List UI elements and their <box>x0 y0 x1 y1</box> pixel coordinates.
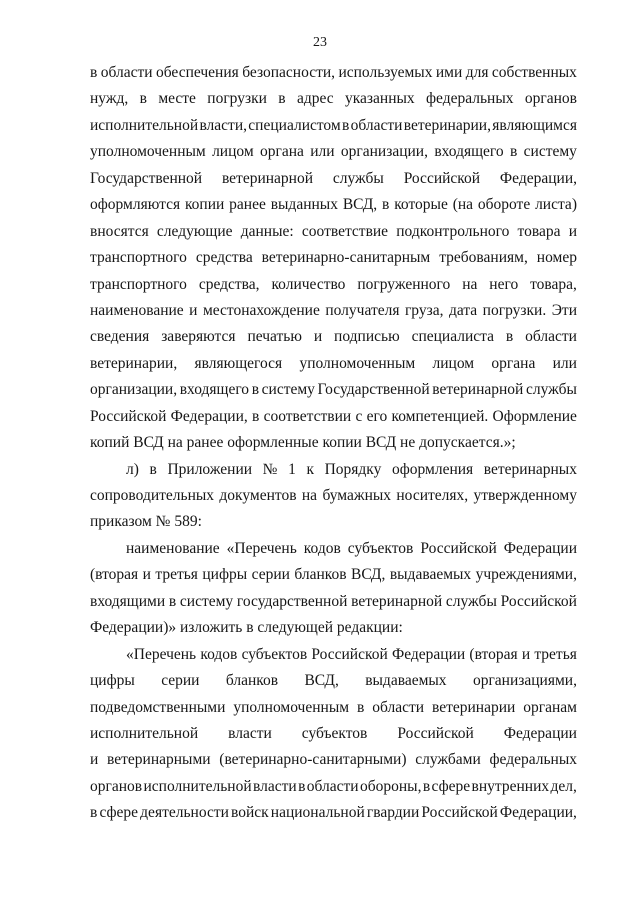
word: серии <box>161 672 200 690</box>
word: службы <box>525 381 577 399</box>
word: входящего <box>434 143 504 161</box>
word: дата <box>448 301 478 319</box>
word: или <box>552 354 577 372</box>
word: обеспечения <box>156 64 239 81</box>
word: выданных <box>270 196 338 214</box>
word: № <box>262 460 278 478</box>
word: являющегося <box>194 354 283 372</box>
word: Государственной <box>90 169 203 187</box>
word: в <box>252 407 260 425</box>
word: входящего <box>179 381 250 399</box>
text-line <box>90 695 577 721</box>
word: и <box>189 301 198 319</box>
word: ВСД, <box>342 196 378 214</box>
word: в <box>422 777 431 795</box>
word: ветеринарных <box>483 460 577 478</box>
word: Российской <box>421 804 498 822</box>
word: в <box>278 90 286 108</box>
word: ветеринарной <box>351 592 443 610</box>
word: листа) <box>535 196 577 214</box>
document-body-text <box>90 60 577 827</box>
word: систему <box>261 381 315 399</box>
word: Государственной <box>317 381 430 399</box>
word: органа <box>491 354 536 372</box>
word: субъектов <box>301 724 368 742</box>
text-line <box>90 483 577 509</box>
word: органа <box>259 143 304 161</box>
word: требованиям, <box>439 249 528 267</box>
word: к <box>306 460 314 478</box>
word: уполномоченным <box>299 354 416 372</box>
word: исполнительной <box>143 777 252 795</box>
word: федеральных <box>426 90 514 108</box>
word: получателя <box>325 301 400 319</box>
word: деятельности <box>140 804 229 822</box>
word: Российской <box>403 169 481 187</box>
word: органов <box>524 90 577 108</box>
word: в <box>168 592 177 610</box>
word: и <box>521 645 531 663</box>
word: оформляются <box>90 196 181 214</box>
word: в <box>139 90 147 108</box>
word: Российской <box>500 592 577 610</box>
text-line <box>90 113 577 139</box>
word: на <box>462 275 478 293</box>
word: данные: <box>240 222 294 240</box>
word: наименование <box>126 539 220 557</box>
word: являющимся <box>492 116 577 134</box>
text-line <box>90 166 577 192</box>
word: л) <box>126 460 139 478</box>
word: цифры <box>90 672 135 690</box>
word: обороте <box>477 196 531 214</box>
word: систему <box>523 143 577 161</box>
word: службами <box>415 751 481 769</box>
word: органов <box>90 777 143 795</box>
word: ветеринарии <box>431 698 516 716</box>
word: для <box>465 64 489 81</box>
word: и <box>142 566 151 584</box>
word: уполномоченным <box>90 143 206 161</box>
text-line <box>90 404 577 430</box>
word: в <box>356 698 365 716</box>
word: дел, <box>550 777 577 795</box>
word: области <box>350 116 403 134</box>
word: собственных <box>491 64 577 81</box>
word: (вторая <box>469 645 518 663</box>
word: службы <box>332 169 384 187</box>
word: в <box>382 196 390 214</box>
text-line <box>90 245 577 271</box>
word: количество <box>271 275 346 293</box>
word: Федерации <box>503 539 577 557</box>
word: национальной <box>270 804 365 822</box>
word: Российской <box>420 539 497 557</box>
text-line <box>90 642 577 668</box>
word: и <box>313 328 323 346</box>
word: в <box>505 328 514 346</box>
word: сопроводительных <box>90 487 215 504</box>
word: подконтрольного <box>396 222 510 240</box>
word: Оформление <box>492 407 577 425</box>
word: Федерации, <box>170 407 248 425</box>
word: печатью <box>247 328 302 346</box>
word: бумажных <box>322 487 392 504</box>
word: выдаваемых <box>389 566 472 584</box>
word: погруженного <box>357 275 451 293</box>
text-line <box>90 298 577 324</box>
text-line <box>90 457 577 483</box>
word: (на <box>452 196 474 214</box>
word: оформления <box>391 460 474 478</box>
word: ранее <box>229 196 266 214</box>
word: систему <box>179 592 234 610</box>
word: ими <box>435 64 463 81</box>
word: месте <box>158 90 196 108</box>
text-line <box>90 60 577 86</box>
word: субъектов <box>241 645 308 663</box>
word: Приложении <box>167 460 253 478</box>
word: вносятся <box>90 222 149 240</box>
word: ветеринарной <box>221 169 314 187</box>
word: «Перечень <box>126 645 197 663</box>
word: власти <box>228 724 272 742</box>
word: груза, <box>404 301 444 319</box>
text-line: приказом № 589: <box>90 513 202 531</box>
word: соответствие <box>301 222 389 240</box>
word: ВСД, <box>304 672 339 690</box>
text-line <box>90 192 577 218</box>
word: ветеринарно-санитарным <box>261 249 431 267</box>
word: которые <box>394 196 448 214</box>
word: цифры <box>202 566 248 584</box>
word: ВСД, <box>351 566 386 584</box>
word: бланков <box>294 566 347 584</box>
word: исполнительной <box>90 116 199 134</box>
word: государственной <box>236 592 348 610</box>
word: адрес <box>296 90 334 108</box>
word: ветеринарии, <box>90 354 178 372</box>
word: Порядку <box>324 460 382 478</box>
word: федеральных <box>489 751 577 769</box>
word: организации, <box>340 143 428 161</box>
word: в <box>149 460 157 478</box>
word: в <box>90 64 98 81</box>
word: власти <box>253 777 297 795</box>
word: 1 <box>288 460 296 478</box>
word: носителях, <box>396 487 469 504</box>
text-line <box>90 721 577 747</box>
word: ветеринарными <box>107 751 211 769</box>
word: указанных <box>344 90 415 108</box>
word: его <box>366 407 388 425</box>
word: бланков <box>225 672 279 690</box>
word: третья <box>155 566 198 584</box>
text-line <box>90 86 577 112</box>
word: «Перечень <box>226 539 297 557</box>
word: нужд, <box>90 90 129 108</box>
word: области <box>525 328 577 346</box>
word: подписью <box>334 328 400 346</box>
word: учреждениями, <box>475 566 577 584</box>
word: средства, <box>198 275 260 293</box>
word: транспортного <box>90 275 187 293</box>
word: товара <box>517 222 561 240</box>
word: товара, <box>530 275 577 293</box>
word: кодов <box>303 539 341 557</box>
word: используемых <box>338 64 433 81</box>
word: Федерации, <box>499 804 577 822</box>
word: средства <box>195 249 253 267</box>
word: лицом <box>212 143 254 161</box>
text-line <box>90 272 577 298</box>
word: (вторая <box>90 566 139 584</box>
word: области <box>306 777 359 795</box>
word: Российской <box>90 407 167 425</box>
word: местонахождение <box>202 301 320 319</box>
text-line <box>90 351 577 377</box>
word: ветеринарии, <box>403 116 491 134</box>
word: номер <box>536 249 577 267</box>
word: Федерации, <box>499 169 577 187</box>
word: службы <box>445 592 497 610</box>
text-line <box>90 377 577 403</box>
word: компетенцией. <box>391 407 489 425</box>
word: кодов <box>200 645 238 663</box>
word: сфере <box>99 804 139 822</box>
word: обороны, <box>359 777 422 795</box>
word: транспортного <box>90 249 187 267</box>
word: в <box>251 381 260 399</box>
word: заверяются <box>161 328 236 346</box>
word: утвержденному <box>473 487 577 504</box>
text-line <box>90 139 577 165</box>
word: внутренних <box>471 777 550 795</box>
word: органам <box>523 698 577 716</box>
word: области <box>372 698 425 716</box>
word: или <box>310 143 335 161</box>
word: Российской <box>311 645 388 663</box>
word: организации, <box>90 381 178 399</box>
word: специалиста <box>411 328 494 346</box>
word: него <box>489 275 519 293</box>
word: в <box>90 804 98 822</box>
word: (ветеринарно-санитарными) <box>219 751 407 769</box>
word: погрузки <box>207 90 267 108</box>
word: следующие <box>156 222 233 240</box>
word: лицом <box>432 354 475 372</box>
text-line <box>90 219 577 245</box>
word: безопасности, <box>242 64 336 81</box>
word: документов <box>219 487 297 504</box>
text-line: копий ВСД на ранее оформленные копии ВСД не допускается.»; <box>90 434 516 452</box>
word: подведомственными <box>90 698 226 716</box>
word: уполномоченным <box>233 698 350 716</box>
text-line: Федерации)» изложить в следующей редакции: <box>90 619 403 637</box>
word: специалистом <box>248 116 341 134</box>
word: и <box>90 751 99 769</box>
word: организациями, <box>472 672 577 690</box>
word: власти, <box>199 116 247 134</box>
word: войск <box>231 804 269 822</box>
page-number: 23 <box>313 35 327 50</box>
word: Российской <box>397 724 474 742</box>
word: ветеринарной <box>432 381 524 399</box>
text-line <box>90 800 577 826</box>
word: в <box>298 777 306 795</box>
word: Федерации <box>391 645 466 663</box>
word: и <box>568 222 577 240</box>
text-line <box>90 589 577 615</box>
word: в <box>342 116 350 134</box>
word: с <box>355 407 363 425</box>
text-line <box>90 562 577 588</box>
text-line <box>90 324 577 350</box>
text-line <box>90 668 577 694</box>
word: гвардии <box>366 804 420 822</box>
word: исполнительной <box>90 724 199 742</box>
word: погрузки. <box>482 301 547 319</box>
word: в <box>509 143 518 161</box>
word: на <box>301 487 318 504</box>
word: Федерации <box>503 724 577 742</box>
word: входящими <box>90 592 166 610</box>
text-line <box>90 747 577 773</box>
word: области <box>100 64 153 81</box>
word: серии <box>251 566 290 584</box>
word: сфере <box>431 777 471 795</box>
text-line <box>90 774 577 800</box>
word: третья <box>534 645 577 663</box>
text-line <box>90 536 577 562</box>
word: наименование <box>90 301 184 319</box>
word: копии <box>184 196 225 214</box>
word: Эти <box>551 301 577 319</box>
word: сведения <box>90 328 150 346</box>
word: соответствии <box>263 407 352 425</box>
word: выдаваемых <box>365 672 447 690</box>
word: субъектов <box>347 539 414 557</box>
